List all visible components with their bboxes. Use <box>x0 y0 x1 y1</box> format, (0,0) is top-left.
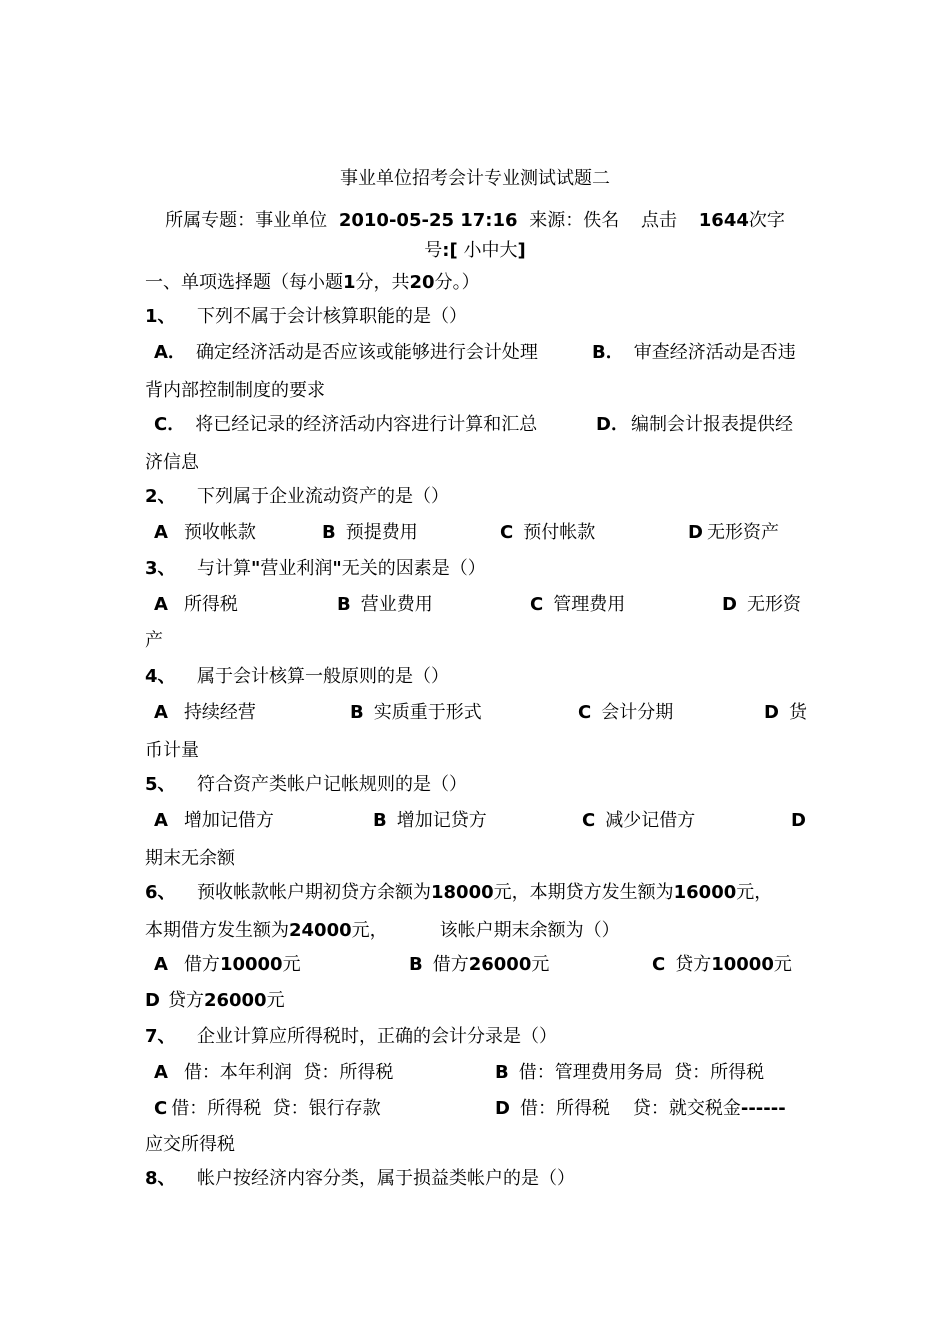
option-unit: 元 <box>266 990 285 1011</box>
question-text: 下列属于企业流动资产的是（） <box>197 486 449 507</box>
option-text: 营业费用 <box>360 594 433 615</box>
option-a <box>154 594 238 616</box>
option-unit: 元 <box>531 954 550 975</box>
option-amount: 10000 <box>711 954 774 975</box>
option-label: C <box>154 1098 168 1119</box>
option-c <box>500 522 595 544</box>
option-d-continued: 币计量 <box>145 740 199 761</box>
option-b <box>322 522 418 544</box>
option-b <box>495 1062 764 1084</box>
option-text: 借：本年利润 贷：所得税 <box>183 1062 394 1083</box>
question-text-3: 无关的因素是（） <box>341 558 486 579</box>
option-text: 编制会计报表提供经 <box>630 414 793 435</box>
question-5 <box>145 774 467 796</box>
opening-balance: 18000 <box>431 882 494 903</box>
option-text: 借方 <box>183 954 220 975</box>
option-a <box>154 1062 393 1084</box>
question-text: 预收帐款帐户期初贷方余额为 <box>197 882 431 903</box>
question-number: 4、 <box>145 666 176 687</box>
question-1 <box>145 306 467 328</box>
option-label: B <box>495 1062 509 1083</box>
option-c <box>530 594 625 616</box>
option-b <box>337 594 433 616</box>
question-number: 6、 <box>145 882 176 903</box>
option-text: 货 <box>788 702 807 723</box>
option-d <box>791 810 806 832</box>
option-text: 借：所得税 贷：银行存款 <box>171 1098 381 1119</box>
option-label: C <box>500 522 514 543</box>
option-text: 无形资产 <box>706 522 779 543</box>
option-text: 将已经记录的经济活动内容进行计算和汇总 <box>195 414 538 435</box>
option-c <box>154 414 537 436</box>
option-label: A <box>154 594 168 615</box>
option-label: D <box>722 594 737 615</box>
credit-amount: 16000 <box>673 882 737 903</box>
option-label: C <box>652 954 666 975</box>
option-label: B <box>322 522 336 543</box>
size-bracket-close: ] <box>517 240 526 261</box>
option-text: 会计分期 <box>601 702 674 723</box>
quote-mark: " <box>332 558 342 579</box>
option-label: B <box>350 702 364 723</box>
option-label: A <box>154 522 168 543</box>
total-points: 20 <box>409 272 435 293</box>
question-text-3: 元， <box>736 882 773 903</box>
question-text-5: 元， <box>351 920 388 941</box>
option-a <box>154 702 256 724</box>
option-label: C <box>582 810 596 831</box>
option-label: A <box>154 954 168 975</box>
option-label: C <box>578 702 592 723</box>
debit-amount: 24000 <box>289 920 352 941</box>
option-unit: 元 <box>282 954 301 975</box>
question-text-2: 营业利润 <box>260 558 333 579</box>
option-text: 借：管理费用务局 贷：所得税 <box>518 1062 765 1083</box>
size-bracket-open: :[ <box>442 240 458 261</box>
option-d <box>764 702 807 724</box>
option-text: 持续经营 <box>183 702 256 723</box>
question-text: 帐户按经济内容分类，属于损益类帐户的是（） <box>197 1168 575 1189</box>
question-text: 与计算 <box>197 558 251 579</box>
option-text: 预付帐款 <box>523 522 596 543</box>
option-d-continued: 产 <box>145 630 163 651</box>
section-heading <box>145 272 480 294</box>
option-text: 预提费用 <box>345 522 418 543</box>
option-c <box>582 810 695 832</box>
source-label: 来源：佚名 <box>529 210 620 231</box>
question-text: 下列不属于会计核算职能的是（） <box>197 306 467 327</box>
option-a <box>154 954 301 976</box>
option-b <box>592 342 796 364</box>
question-6 <box>145 882 772 904</box>
question-number: 8、 <box>145 1168 176 1189</box>
question-number: 2、 <box>145 486 176 507</box>
question-number: 7、 <box>145 1026 176 1047</box>
option-text: 贷方 <box>167 990 204 1011</box>
option-label: A <box>154 1062 168 1083</box>
option-d-continued: 期末无余额 <box>145 848 235 869</box>
option-label: A <box>154 810 168 831</box>
points-per-question: 1 <box>343 272 356 293</box>
question-6-continued <box>145 920 620 942</box>
option-b <box>350 702 482 724</box>
option-a <box>154 522 256 544</box>
option-b <box>409 954 549 976</box>
option-label: D <box>791 810 806 831</box>
question-number: 5、 <box>145 774 176 795</box>
option-label: D． <box>596 414 629 435</box>
option-c <box>578 702 673 724</box>
question-number: 1、 <box>145 306 176 327</box>
option-text: 借方 <box>432 954 469 975</box>
topic-label: 所属专题：事业单位 <box>165 210 328 231</box>
question-text-2: 元，本期贷方发生额为 <box>493 882 674 903</box>
option-d-continued: 应交所得税 <box>145 1134 235 1155</box>
font-size-label: 次字 <box>748 210 785 231</box>
option-text: 确定经济活动是否应该或能够进行会计处理 <box>195 342 538 363</box>
option-d <box>688 522 779 544</box>
option-text: 减少记借方 <box>605 810 696 831</box>
option-label: C <box>530 594 544 615</box>
option-amount: 10000 <box>219 954 283 975</box>
option-label: B <box>337 594 351 615</box>
option-b-continued: 背内部控制制度的要求 <box>145 380 325 401</box>
section-heading-text: 一、单项选择题（每小题 <box>145 272 343 293</box>
question-text: 符合资产类帐户记帐规则的是（） <box>197 774 467 795</box>
question-text-4: 本期借方发生额为 <box>145 920 289 941</box>
option-label: A <box>154 702 168 723</box>
option-d <box>495 1098 786 1120</box>
meta-line <box>0 206 950 232</box>
option-text: 预收帐款 <box>183 522 256 543</box>
option-label: D <box>145 990 160 1011</box>
font-size-switcher <box>0 236 950 262</box>
option-d <box>145 990 285 1012</box>
option-label: A． <box>154 342 186 363</box>
publish-datetime: 2010-05-25 17:16 <box>338 210 518 231</box>
option-unit: 元 <box>773 954 792 975</box>
click-count: 1644 <box>698 210 749 231</box>
option-label: B <box>409 954 423 975</box>
option-text: 实质重于形式 <box>373 702 482 723</box>
section-heading-text-3: 分。） <box>434 272 480 293</box>
question-text-6: 该帐户期末余额为（） <box>439 920 620 941</box>
option-d <box>596 414 793 436</box>
option-text: 所得税 <box>183 594 238 615</box>
document-title: 事业单位招考会计专业测试试题二 <box>340 168 610 189</box>
question-8 <box>145 1168 575 1190</box>
section-heading-text-2: 分，共 <box>355 272 410 293</box>
question-text: 企业计算应所得税时，正确的会计分录是（） <box>197 1026 557 1047</box>
question-3 <box>145 558 486 580</box>
question-7 <box>145 1026 557 1048</box>
option-a <box>154 342 538 364</box>
option-label: C． <box>154 414 186 435</box>
option-label: D <box>688 522 703 543</box>
option-text: 无形资 <box>746 594 801 615</box>
option-c <box>652 954 792 976</box>
option-text: 增加记借方 <box>183 810 274 831</box>
option-d-continued: 济信息 <box>145 452 199 473</box>
question-2 <box>145 486 449 508</box>
dash-separator: ------ <box>740 1098 786 1119</box>
option-text: 借：所得税 贷：就交税金 <box>519 1098 741 1119</box>
option-label: D <box>495 1098 510 1119</box>
font-size-options[interactable]: 小中大 <box>463 240 518 261</box>
option-c <box>154 1098 381 1120</box>
option-amount: 26000 <box>468 954 532 975</box>
question-text: 属于会计核算一般原则的是（） <box>197 666 449 687</box>
option-amount: 26000 <box>203 990 267 1011</box>
question-4 <box>145 666 449 688</box>
option-d <box>722 594 801 616</box>
size-prefix: 号 <box>424 240 443 261</box>
quote-mark: " <box>251 558 261 579</box>
option-label: B <box>373 810 387 831</box>
option-label: B． <box>592 342 624 363</box>
option-text: 增加记贷方 <box>396 810 487 831</box>
option-text: 贷方 <box>675 954 712 975</box>
question-number: 3、 <box>145 558 176 579</box>
clicks-label: 点击 <box>641 210 678 231</box>
option-text: 管理费用 <box>553 594 626 615</box>
option-a <box>154 810 274 832</box>
option-text: 审查经济活动是否违 <box>633 342 796 363</box>
option-b <box>373 810 487 832</box>
option-label: D <box>764 702 779 723</box>
